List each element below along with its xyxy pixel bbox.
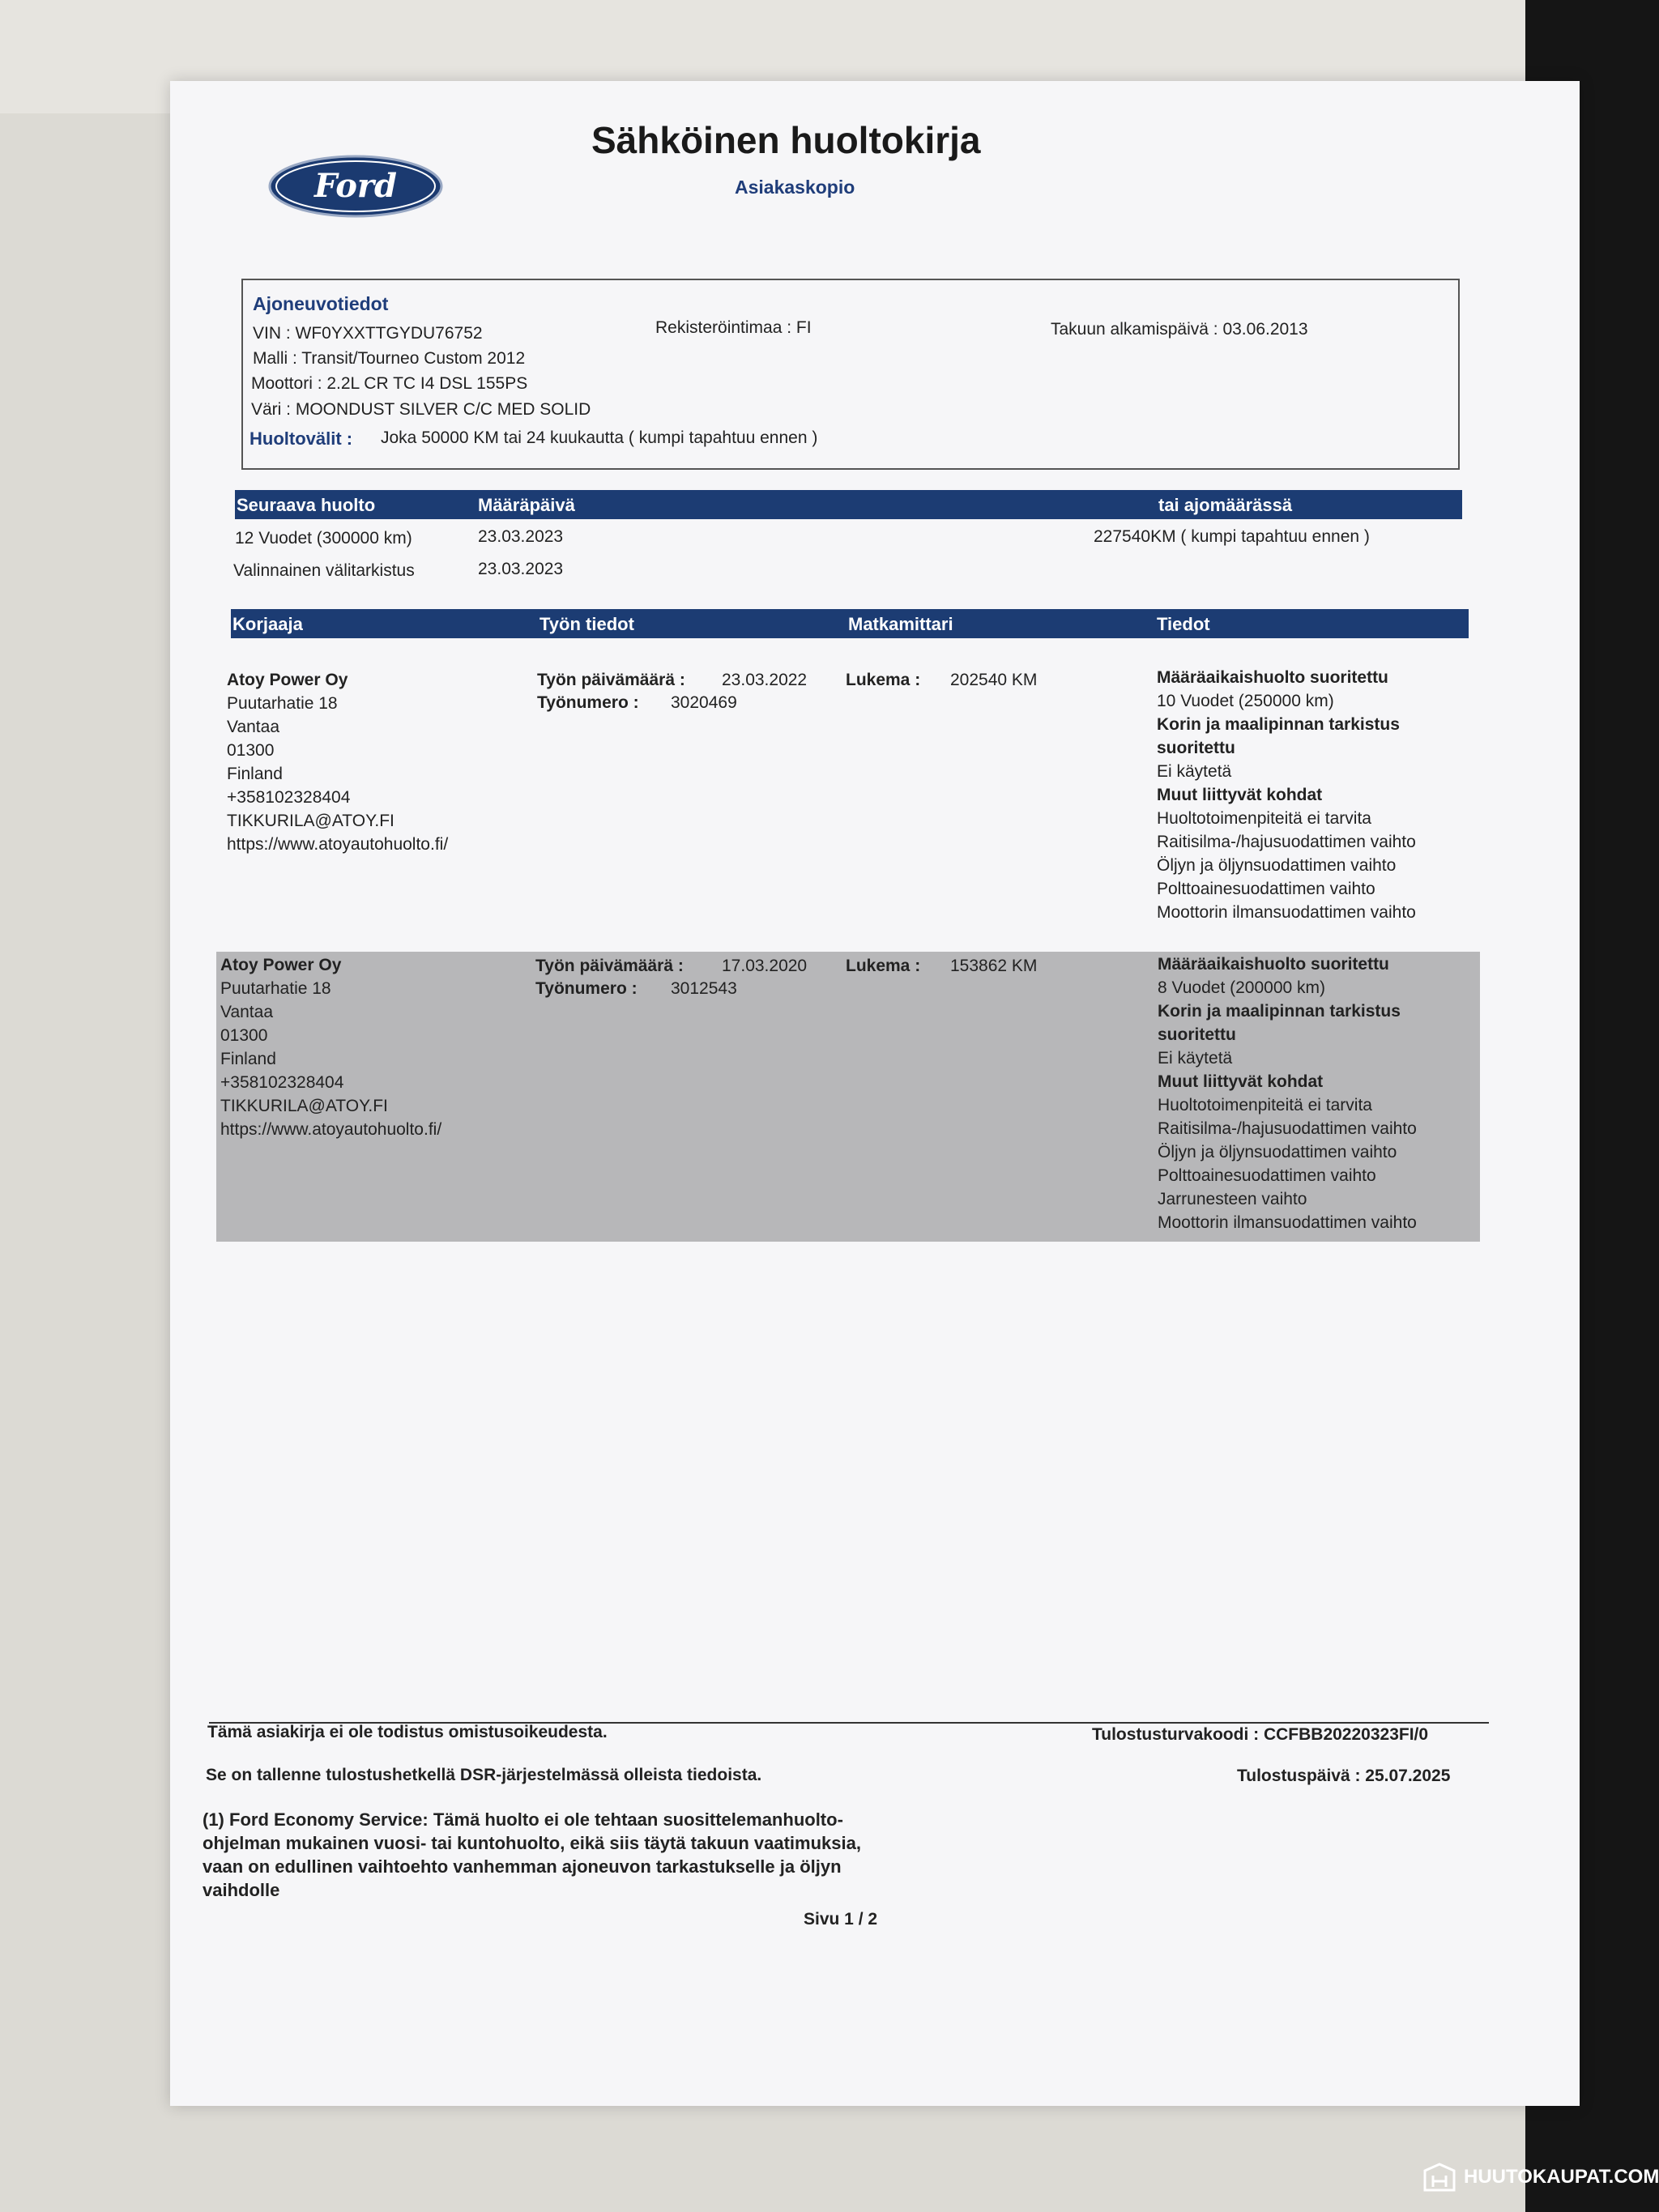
website: https://www.atoyautohuolto.fi/ <box>227 835 449 854</box>
repairer-name: Atoy Power Oy <box>227 671 348 689</box>
next-service-mileage: 227540KM ( kumpi tapahtuu ennen ) <box>1094 527 1370 546</box>
detail-line: suoritettu <box>1158 1025 1236 1044</box>
detail-line: Ei käytetä <box>1157 762 1232 781</box>
interval-label: Huoltovälit : <box>249 428 353 449</box>
service-entry-1-repairer <box>227 668 448 856</box>
odometer-value: 153862 KM <box>950 957 1038 975</box>
header-mileage: tai ajomäärässä <box>1158 495 1293 515</box>
next-service-date: 23.03.2023 <box>478 527 564 546</box>
next-service-name: 12 Vuodet (300000 km) <box>235 529 412 548</box>
detail-line: Määräaikaishuolto suoritettu <box>1157 668 1388 687</box>
work-number: 3012543 <box>671 979 737 998</box>
document-page <box>170 81 1580 2106</box>
detail-line: Muut liittyvät kohdat <box>1157 786 1323 804</box>
detail-line: Muut liittyvät kohdat <box>1158 1072 1324 1091</box>
economy-service-note: (1) Ford Economy Service: Tämä huolto ei ole tehtaan suosittelemanhuolto-ohjelman mukainen vuosi- tai kuntohuolto, eikä siis täytä takuun vaatimuksia, vaan on edullinen vaihtoehto vanhemman ajoneuvon tarkastukselle ja öljyn vaihdolle <box>203 1809 861 1900</box>
detail-line: Jarrunesteen vaihto <box>1158 1190 1307 1208</box>
detail-line: Raitisilma-/hajusuodattimen vaihto <box>1157 833 1416 851</box>
watermark-logo-icon <box>1422 2161 1457 2193</box>
odometer-value: 202540 KM <box>950 671 1038 689</box>
header-odometer: Matkamittari <box>848 614 953 634</box>
address-line: Puutarhatie 18 <box>220 979 331 998</box>
detail-line: Polttoainesuodattimen vaihto <box>1157 880 1375 898</box>
address-line: Vantaa <box>220 1003 273 1021</box>
phone: +358102328404 <box>220 1073 344 1092</box>
address-line: Finland <box>220 1050 276 1068</box>
email: TIKKURILA@ATOY.FI <box>227 812 394 830</box>
header-next-service: Seuraava huolto <box>237 495 376 515</box>
detail-line: 10 Vuodet (250000 km) <box>1157 692 1334 710</box>
print-date: Tulostuspäivä : 25.07.2025 <box>1237 1767 1451 1785</box>
address-line: Puutarhatie 18 <box>227 694 338 713</box>
service-entry-2-repairer <box>220 953 441 1141</box>
phone: +358102328404 <box>227 788 351 807</box>
registration-country: Rekisteröintimaa : FI <box>655 318 812 337</box>
engine: Moottori : 2.2L CR TC I4 DSL 155PS <box>251 374 528 393</box>
header-details: Tiedot <box>1157 614 1210 634</box>
detail-line: Huoltotoimenpiteitä ei tarvita <box>1158 1096 1372 1115</box>
address-line: Finland <box>227 765 283 783</box>
optional-check-date: 23.03.2023 <box>478 560 564 578</box>
optional-check-name: Valinnainen välitarkistus <box>233 561 415 580</box>
detail-line: Korin ja maalipinnan tarkistus <box>1158 1002 1401 1021</box>
work-date-label: Työn päivämäärä : <box>537 671 685 689</box>
service-entry-1-details <box>1157 666 1416 924</box>
repairer-name: Atoy Power Oy <box>220 956 342 974</box>
work-date: 23.03.2022 <box>722 671 808 689</box>
work-date-label: Työn päivämäärä : <box>535 957 684 975</box>
website: https://www.atoyautohuolto.fi/ <box>220 1120 442 1139</box>
address-line: Vantaa <box>227 718 279 736</box>
interval-value: Joka 50000 KM tai 24 kuukautta ( kumpi tapahtuu ennen ) <box>381 428 818 447</box>
next-service-header <box>235 490 1462 519</box>
detail-line: Raitisilma-/hajusuodattimen vaihto <box>1158 1119 1417 1138</box>
vin: VIN : WF0YXXTTGYDU76752 <box>253 324 483 343</box>
disclaimer-record: Se on tallenne tulostushetkellä DSR-järjestelmässä olleista tiedoista. <box>206 1766 762 1784</box>
header-work-info: Työn tiedot <box>539 614 634 634</box>
page-number: Sivu 1 / 2 <box>804 1910 878 1929</box>
work-number-label: Työnumero : <box>537 693 639 712</box>
color: Väri : MOONDUST SILVER C/C MED SOLID <box>251 400 591 419</box>
address-line: 01300 <box>227 741 275 760</box>
detail-line: 8 Vuodet (200000 km) <box>1158 978 1326 997</box>
odometer-label: Lukema : <box>846 671 921 689</box>
page-title: Sähköinen huoltokirja <box>591 119 981 161</box>
detail-line: Määräaikaishuolto suoritettu <box>1158 955 1389 974</box>
detail-line: Öljyn ja öljynsuodattimen vaihto <box>1157 856 1397 875</box>
svg-text:Ford: Ford <box>314 167 397 205</box>
detail-line: Huoltotoimenpiteitä ei tarvita <box>1157 809 1371 828</box>
history-header <box>231 609 1469 638</box>
ford-logo <box>267 154 444 219</box>
watermark <box>1422 2161 1659 2193</box>
detail-line: Ei käytetä <box>1158 1049 1233 1068</box>
address-line: 01300 <box>220 1026 268 1045</box>
work-number-label: Työnumero : <box>535 979 638 998</box>
page-subtitle: Asiakaskopio <box>735 177 855 198</box>
header-due-date: Määräpäivä <box>478 495 575 515</box>
service-entry-2-details <box>1158 953 1417 1234</box>
header-repairer: Korjaaja <box>232 614 303 634</box>
watermark-text: HUUTOKAUPAT.COM <box>1464 2166 1659 2188</box>
work-date: 17.03.2020 <box>722 957 808 975</box>
vehicle-heading: Ajoneuvotiedot <box>253 293 389 314</box>
odometer-label: Lukema : <box>846 957 921 975</box>
model: Malli : Transit/Tourneo Custom 2012 <box>253 349 526 368</box>
warranty-start: Takuun alkamispäivä : 03.06.2013 <box>1051 320 1308 339</box>
email: TIKKURILA@ATOY.FI <box>220 1097 388 1115</box>
detail-line: Moottorin ilmansuodattimen vaihto <box>1158 1213 1417 1232</box>
detail-line: Korin ja maalipinnan tarkistus <box>1157 715 1400 734</box>
work-number: 3020469 <box>671 693 737 712</box>
disclaimer-ownership: Tämä asiakirja ei ole todistus omistusoikeudesta. <box>207 1723 608 1741</box>
security-code: Tulostusturvakoodi : CCFBB20220323FI/0 <box>1092 1725 1429 1744</box>
detail-line: Öljyn ja öljynsuodattimen vaihto <box>1158 1143 1397 1161</box>
detail-line: Polttoainesuodattimen vaihto <box>1158 1166 1376 1185</box>
detail-line: suoritettu <box>1157 739 1235 757</box>
detail-line: Moottorin ilmansuodattimen vaihto <box>1157 903 1416 922</box>
